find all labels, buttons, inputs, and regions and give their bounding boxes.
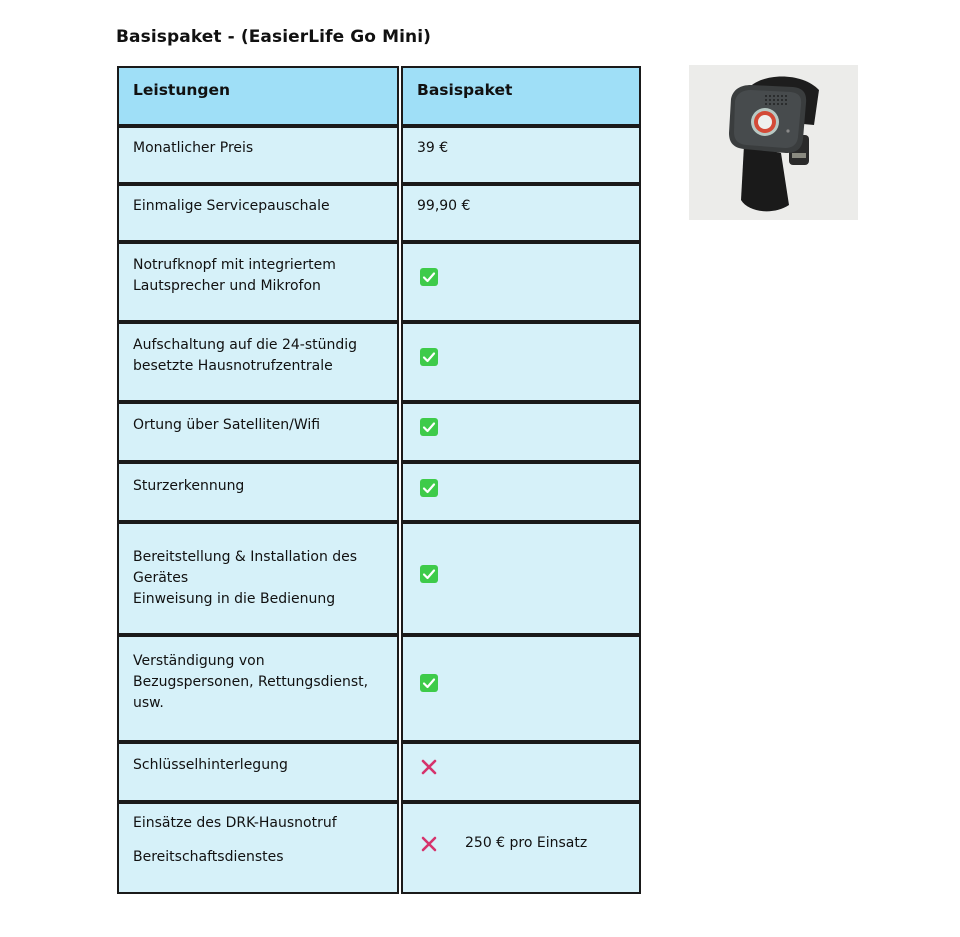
header-basispaket xyxy=(401,66,641,126)
row-value: 250 € pro Einsatz xyxy=(465,835,588,851)
table-row-value xyxy=(401,742,641,802)
header-label: Leistungen xyxy=(133,81,231,99)
header-label: Basispaket xyxy=(417,81,513,99)
table-row-label xyxy=(117,242,399,322)
row-label: Bereitstellung & Installation des Gerätes Einweisung in die Bedienung xyxy=(133,549,358,607)
table-row-label xyxy=(117,742,399,802)
row-label: Ortung über Satelliten/Wifi xyxy=(133,417,321,433)
header-leistungen xyxy=(117,66,399,126)
check-icon xyxy=(420,674,438,692)
check-icon xyxy=(420,565,438,583)
row-label: Sturzerkennung xyxy=(133,478,245,494)
table-row-value xyxy=(401,126,641,184)
table-row-value xyxy=(401,184,641,242)
cross-icon xyxy=(420,835,438,853)
row-value: 39 € xyxy=(417,140,449,156)
table-row-value xyxy=(401,322,641,402)
row-label: Monatlicher Preis xyxy=(133,140,254,156)
table-row-value xyxy=(401,402,641,462)
row-label: Schlüsselhinterlegung xyxy=(133,757,288,773)
check-icon xyxy=(420,479,438,497)
table-row-label xyxy=(117,635,399,742)
cross-icon xyxy=(420,758,438,776)
row-label: Verständigung von Bezugspersonen, Rettungsdienst, usw. xyxy=(133,653,369,711)
table-row-value xyxy=(401,242,641,322)
row-label: Einsätze des DRK-Hausnotruf Bereitschaftsdienstes xyxy=(133,815,337,865)
table-row-label xyxy=(117,184,399,242)
table-row-label xyxy=(117,522,399,635)
table-row-label xyxy=(117,322,399,402)
row-value: 99,90 € xyxy=(417,198,471,214)
check-icon xyxy=(420,348,438,366)
emergency-watch-image xyxy=(689,65,858,220)
table-row-value xyxy=(401,635,641,742)
page-title: Basispaket - (EasierLife Go Mini) xyxy=(116,27,432,47)
check-icon xyxy=(420,418,438,436)
table-row-label xyxy=(117,802,399,894)
table-row-value xyxy=(401,522,641,635)
table-row-label xyxy=(117,462,399,522)
table-row-value xyxy=(401,462,641,522)
row-label: Einmalige Servicepauschale xyxy=(133,198,330,214)
row-label: Aufschaltung auf die 24-stündig besetzte Hausnotrufzentrale xyxy=(133,337,358,374)
table-row-label xyxy=(117,126,399,184)
check-icon xyxy=(420,268,438,286)
table-row-label xyxy=(117,402,399,462)
row-label: Notrufknopf mit integriertem Lautsprecher und Mikrofon xyxy=(133,257,336,294)
table-row-value xyxy=(401,802,641,894)
